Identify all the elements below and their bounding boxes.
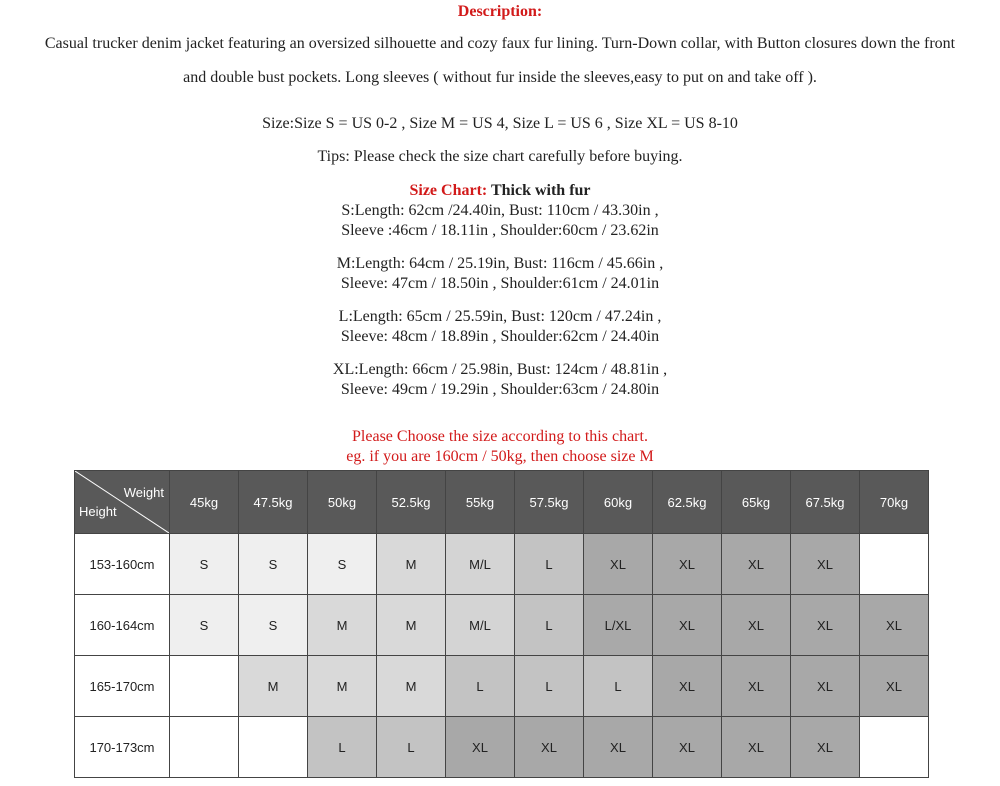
size-cell — [170, 656, 239, 717]
size-cell: XL — [722, 656, 791, 717]
size-cell: M/L — [446, 534, 515, 595]
size-cell: XL — [860, 656, 929, 717]
size-mapping-line: Size:Size S = US 0-2 , Size M = US 4, Size L = US 6 , Size XL = US 8-10 — [262, 115, 738, 132]
size-cell: L — [446, 656, 515, 717]
description-text-line2: and double bust pockets. Long sleeves ( without fur inside the sleeves,easy to put on and take off ). — [183, 69, 817, 86]
size-cell: S — [239, 595, 308, 656]
size-cell: XL — [653, 595, 722, 656]
size-cell: XL — [653, 534, 722, 595]
size-s-line1: S:Length: 62cm /24.40in, Bust: 110cm / 43.30in , — [341, 202, 659, 219]
size-cell: XL — [584, 717, 653, 778]
size-cell: L/XL — [584, 595, 653, 656]
size-cell: XL — [515, 717, 584, 778]
size-cell: M/L — [446, 595, 515, 656]
size-xl-line1: XL:Length: 66cm / 25.98in, Bust: 124cm / 48.81in , — [332, 361, 668, 378]
size-cell: XL — [653, 656, 722, 717]
size-cell: M — [308, 656, 377, 717]
size-cell — [860, 534, 929, 595]
size-cell: M — [377, 656, 446, 717]
size-cell: S — [170, 534, 239, 595]
corner-header — [75, 471, 170, 534]
size-cell: S — [170, 595, 239, 656]
table-row — [75, 656, 929, 717]
weight-header: 50kg — [308, 471, 377, 534]
size-m-line2: Sleeve: 47cm / 18.50in , Shoulder:61cm / 24.01in — [340, 275, 660, 292]
size-cell: M — [308, 595, 377, 656]
weight-header: 52.5kg — [377, 471, 446, 534]
weight-header: 45kg — [170, 471, 239, 534]
weight-header: 47.5kg — [239, 471, 308, 534]
size-cell: L — [515, 595, 584, 656]
size-cell: S — [308, 534, 377, 595]
description-heading: Description: — [457, 3, 543, 20]
choose-note-line1: Please Choose the size according to this chart. — [352, 428, 648, 445]
size-cell: XL — [722, 717, 791, 778]
weight-header: 57.5kg — [515, 471, 584, 534]
size-xl-line2: Sleeve: 49cm / 19.29in , Shoulder:63cm / 24.80in — [340, 381, 660, 398]
weight-header: 60kg — [584, 471, 653, 534]
table-row — [75, 534, 929, 595]
table-header-row — [75, 471, 929, 534]
size-cell: XL — [446, 717, 515, 778]
size-cell: L — [377, 717, 446, 778]
size-cell: M — [239, 656, 308, 717]
description-text-line1: Casual trucker denim jacket featuring an oversized silhouette and cozy faux fur lining. Turn-Down collar, with Button closures down the front — [44, 35, 956, 52]
size-cell: XL — [791, 717, 860, 778]
size-s-line2: Sleeve :46cm / 18.11in , Shoulder:60cm / 23.62in — [341, 222, 659, 239]
height-cell: 153-160cm — [75, 534, 170, 595]
size-cell: M — [377, 595, 446, 656]
size-cell: S — [239, 534, 308, 595]
size-cell: L — [515, 656, 584, 717]
choose-note-line2: eg. if you are 160cm / 50kg, then choose size M — [346, 448, 654, 465]
weight-header: 62.5kg — [653, 471, 722, 534]
size-chart-heading: Size Chart: — [409, 182, 488, 199]
weight-header: 65kg — [722, 471, 791, 534]
size-chart-subheading: Thick with fur — [487, 182, 591, 199]
size-cell: XL — [722, 595, 791, 656]
size-cell: L — [308, 717, 377, 778]
weight-header: 55kg — [446, 471, 515, 534]
tips-line: Tips: Please check the size chart carefully before buying. — [317, 148, 683, 165]
table-row — [75, 717, 929, 778]
size-chart-title — [0, 182, 1000, 200]
table-row — [75, 595, 929, 656]
size-cell — [170, 717, 239, 778]
weight-header: 67.5kg — [791, 471, 860, 534]
height-cell: 170-173cm — [75, 717, 170, 778]
size-l-line1: L:Length: 65cm / 25.59in, Bust: 120cm / 47.24in , — [338, 308, 662, 325]
size-cell: XL — [722, 534, 791, 595]
size-cell: XL — [584, 534, 653, 595]
diagonal-line — [75, 471, 169, 533]
size-l-line2: Sleeve: 48cm / 18.89in , Shoulder:62cm / 24.40in — [340, 328, 660, 345]
size-table — [74, 470, 929, 778]
weight-header: 70kg — [860, 471, 929, 534]
height-cell: 160-164cm — [75, 595, 170, 656]
size-cell — [860, 717, 929, 778]
size-cell — [239, 717, 308, 778]
size-cell: XL — [791, 534, 860, 595]
size-cell: XL — [791, 595, 860, 656]
corner-weight-label: Weight — [123, 485, 164, 500]
size-cell: L — [515, 534, 584, 595]
corner-height-label: Height — [79, 504, 117, 519]
size-cell: XL — [791, 656, 860, 717]
size-cell: L — [584, 656, 653, 717]
size-cell: XL — [860, 595, 929, 656]
size-m-line1: M:Length: 64cm / 25.19in, Bust: 116cm / 45.66in , — [336, 255, 664, 272]
size-cell: M — [377, 534, 446, 595]
size-cell: XL — [653, 717, 722, 778]
height-cell: 165-170cm — [75, 656, 170, 717]
